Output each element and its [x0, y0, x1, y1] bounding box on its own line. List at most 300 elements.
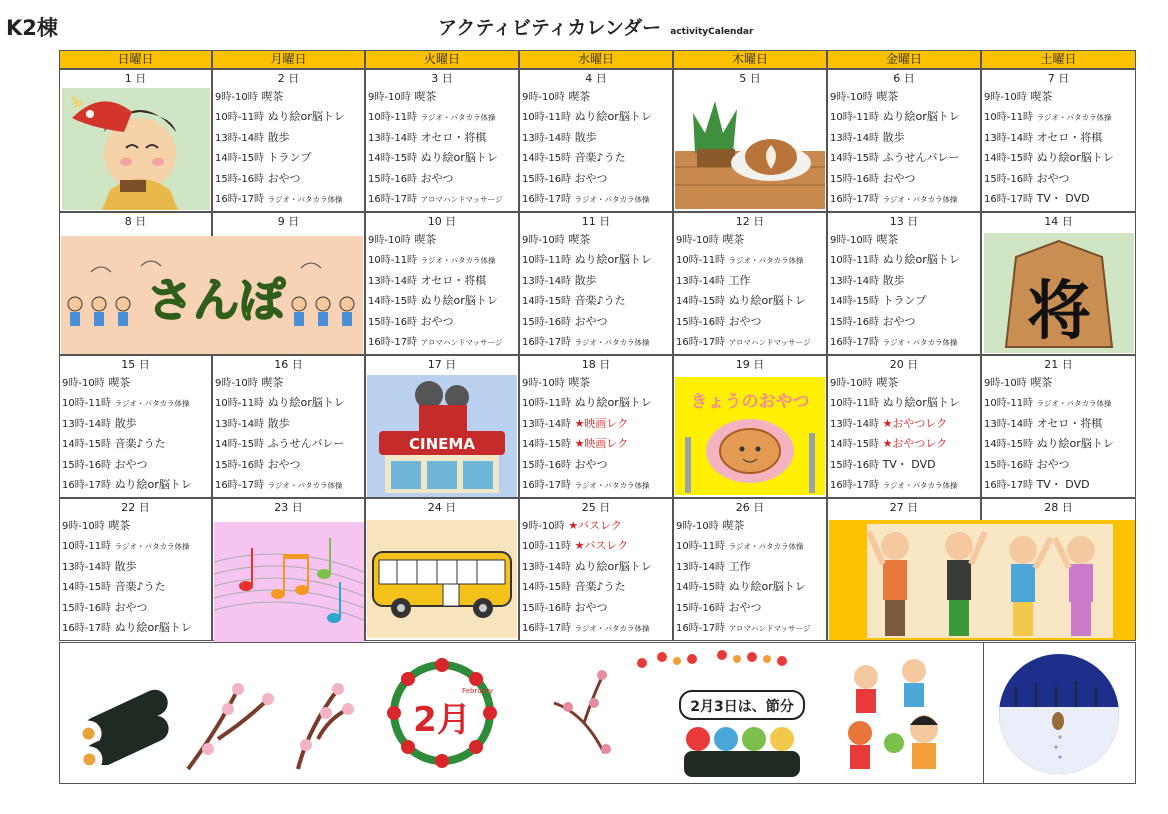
activity-name: アロマハンドマッサージ: [728, 623, 811, 633]
day-cell[interactable]: [59, 355, 212, 498]
activity-row: [213, 169, 364, 189]
february-text: 2月: [413, 700, 471, 740]
activity-time: 15時-16時: [830, 316, 880, 328]
activity-name: おやつ: [882, 171, 916, 185]
calendar-grid: [59, 50, 1136, 784]
day-cell[interactable]: [519, 69, 673, 212]
activity-name: 喫茶: [108, 376, 131, 389]
activity-row: [674, 291, 826, 311]
activity-time: 9時-10時: [522, 521, 565, 532]
activity-time: 15時-16時: [368, 316, 418, 328]
activity-time: 9時-10時: [62, 521, 105, 532]
day-number: 18 日: [581, 358, 611, 371]
activity-row: [520, 250, 672, 270]
activity-time: 15時-16時: [830, 173, 880, 185]
activity-row: [366, 291, 518, 311]
day-number: 26 日: [735, 501, 765, 514]
title-group: [438, 13, 753, 40]
activity-row: [520, 516, 672, 536]
plum-branch-illustration-1: [178, 649, 358, 777]
activity-name: 音楽♪うた: [574, 580, 626, 594]
activity-row: [213, 373, 364, 393]
activity-row: [982, 393, 1135, 413]
activity-row: [366, 230, 518, 250]
activity-time: 13時-14時: [368, 275, 418, 287]
activity-time: 13時-14時: [984, 132, 1034, 144]
activity-row: [828, 189, 980, 209]
activity-time: 10時-11時: [522, 398, 572, 410]
activity-name: ラジオ・パタカラ体操: [574, 480, 650, 490]
activity-name: おやつ: [420, 171, 454, 185]
activity-row: [60, 373, 211, 393]
day-number: 22 日: [121, 501, 150, 514]
calendar-subtitle: activityCalendar: [670, 27, 754, 37]
activity-row: [213, 414, 364, 434]
activity-row: [828, 393, 980, 413]
activity-time: 13時-14時: [676, 275, 726, 287]
activity-name: ぬり絵or脳トレ: [1036, 151, 1114, 165]
activity-time: 13時-14時: [522, 132, 572, 144]
day-cell[interactable]: [212, 355, 365, 498]
activity-time: 16時-17時: [368, 193, 418, 205]
activity-time: 16時-17時: [522, 193, 572, 205]
day-number: 7 日: [1047, 72, 1070, 85]
activity-row: [520, 393, 672, 413]
day-cell[interactable]: [827, 355, 981, 498]
day-number: 3 日: [431, 72, 453, 85]
activity-name: 喫茶: [1030, 376, 1053, 389]
activity-time: 10時-11時: [676, 255, 726, 267]
activity-row: [520, 128, 672, 148]
day-number: 10 日: [427, 215, 457, 228]
activity-time: 16時-17時: [830, 336, 880, 348]
day-number: 17 日: [427, 358, 457, 371]
activity-time: 9時-10時: [215, 378, 258, 389]
activity-name: TV・ DVD: [882, 457, 936, 471]
activity-name: 喫茶: [414, 90, 437, 103]
activity-name: おやつ: [574, 600, 608, 614]
day-cell[interactable]: [981, 355, 1136, 498]
activity-time: 14時-15時: [984, 153, 1034, 165]
activity-name: ラジオ・パタカラ体操: [882, 480, 958, 490]
activity-row: [60, 618, 211, 638]
cinema-building-illustration: [367, 375, 517, 497]
activity-time: 10時-11時: [522, 112, 572, 124]
day-number: 25 日: [581, 501, 611, 514]
activity-row: [520, 536, 672, 556]
day-number: 21 日: [1044, 358, 1073, 371]
activity-name: TV・ DVD: [1036, 477, 1090, 491]
plum-branch-illustration-2: [544, 663, 634, 773]
activity-time: 15時-16時: [522, 459, 572, 471]
activity-name: 喫茶: [722, 519, 745, 532]
activity-row: [366, 128, 518, 148]
weekday-header-0: 日曜日: [59, 50, 212, 69]
activity-time: 14時-15時: [830, 296, 880, 308]
activity-time: 16時-17時: [522, 479, 572, 491]
activity-name: ラジオ・パタカラ体操: [267, 194, 343, 204]
activity-name: ラジオ・パタカラ体操: [267, 480, 343, 490]
activity-time: 13時-14時: [368, 132, 418, 144]
day-cell[interactable]: [673, 498, 827, 641]
day-number: 8 日: [124, 215, 147, 228]
activity-row: [520, 455, 672, 475]
activity-name: おやつ: [267, 457, 301, 471]
activity-row: [520, 414, 672, 434]
activity-name: ぬり絵or脳トレ: [267, 110, 345, 124]
activity-row: [674, 536, 826, 556]
activity-time: 9時-10時: [830, 235, 873, 246]
activity-name: ラジオ・パタカラ体操: [114, 542, 190, 552]
activity-time: 9時-10時: [830, 92, 873, 103]
activity-time: 10時-11時: [676, 541, 726, 553]
activity-row: [828, 475, 980, 495]
day-cell[interactable]: [673, 212, 827, 355]
activity-time: 16時-17時: [830, 193, 880, 205]
activity-name: ぬり絵or脳トレ: [1036, 437, 1114, 451]
activity-name: 音楽♪うた: [114, 580, 166, 594]
activity-name: ぬり絵or脳トレ: [882, 110, 960, 124]
activity-name: 音楽♪うた: [574, 294, 626, 308]
activity-name: 喫茶: [722, 233, 745, 246]
activity-name: ぬり絵or脳トレ: [574, 559, 652, 573]
activity-time: 10時-11時: [830, 112, 880, 124]
activity-name: おやつ: [114, 600, 148, 614]
activity-time: 15時-16時: [62, 459, 112, 471]
activity-time: 16時-17時: [522, 336, 572, 348]
activity-time: 13時-14時: [522, 561, 572, 573]
activity-name: 喫茶: [568, 90, 591, 103]
activity-time: 14時-15時: [676, 296, 726, 308]
activity-name: ★バスレク: [568, 519, 622, 532]
day-number: 1 日: [124, 72, 147, 85]
activity-time: 14時-15時: [368, 153, 418, 165]
activity-name: おやつ: [728, 314, 762, 328]
activity-name: ぬり絵or脳トレ: [114, 477, 192, 491]
activity-row: [366, 271, 518, 291]
activity-row: [828, 107, 980, 127]
activity-name: 喫茶: [568, 233, 591, 246]
activity-time: 15時-16時: [676, 602, 726, 614]
activity-row: [520, 271, 672, 291]
day-cell[interactable]: [59, 498, 212, 641]
activity-time: 14時-15時: [215, 439, 265, 451]
activity-name: トランプ: [882, 294, 927, 308]
activity-time: 15時-16時: [368, 173, 418, 185]
activity-name: ラジオ・パタカラ体操: [420, 256, 496, 266]
activity-row: [982, 455, 1135, 475]
snowy-night-illustration: [996, 651, 1122, 777]
activity-row: [213, 128, 364, 148]
activity-name: オセロ・将棋: [1036, 416, 1103, 430]
activity-name: 喫茶: [414, 233, 437, 246]
activity-row: [982, 107, 1135, 127]
day-cell[interactable]: [519, 212, 673, 355]
activity-row: [674, 557, 826, 577]
activity-row: [366, 148, 518, 168]
building-label: K2棟: [6, 16, 58, 40]
setsubun-illustration: [632, 647, 808, 781]
activity-row: [674, 618, 826, 638]
sanpo-banner-text: さんぽ: [147, 273, 285, 327]
activity-time: 14時-15時: [522, 582, 572, 594]
activity-row: [60, 434, 211, 454]
activity-row: [674, 332, 826, 352]
activity-row: [213, 189, 364, 209]
activity-row: [828, 169, 980, 189]
activity-row: [828, 128, 980, 148]
activity-time: 9時-10時: [368, 92, 411, 103]
activity-row: [828, 434, 980, 454]
activity-name: 喫茶: [261, 376, 284, 389]
activity-name: ぬり絵or脳トレ: [574, 110, 652, 124]
activity-time: 15時-16時: [522, 316, 572, 328]
activity-time: 10時-11時: [830, 398, 880, 410]
music-notes-illustration: [214, 522, 364, 642]
activity-name: 工作: [728, 273, 751, 287]
activity-name: ぬり絵or脳トレ: [882, 253, 960, 267]
activity-name: ラジオ・パタカラ体操: [1036, 399, 1112, 409]
day-number: 16 日: [274, 358, 303, 371]
setsubun-oni-mask-illustration: [62, 88, 210, 210]
activity-time: 9時-10時: [676, 235, 719, 246]
activity-row: [828, 230, 980, 250]
activity-name: ぬり絵or脳トレ: [574, 253, 652, 267]
shogi-piece-text: 将: [1027, 275, 1091, 349]
activity-time: 14時-15時: [984, 439, 1034, 451]
activity-row: [828, 148, 980, 168]
activity-name: 散歩: [114, 559, 137, 573]
activity-row: [520, 598, 672, 618]
activity-row: [828, 414, 980, 434]
calendar-title: アクティビティカレンダー: [438, 17, 662, 39]
day-number: 19 日: [735, 358, 765, 371]
activity-time: 16時-17時: [215, 479, 265, 491]
activity-row: [828, 455, 980, 475]
activity-row: [213, 148, 364, 168]
activity-name: 散歩: [574, 273, 597, 287]
activity-name: ぬり絵or脳トレ: [114, 620, 192, 634]
activity-time: 9時-10時: [368, 235, 411, 246]
activity-row: [60, 577, 211, 597]
activity-row: [982, 148, 1135, 168]
day-number: 15 日: [121, 358, 150, 371]
activity-name: おやつ: [728, 600, 762, 614]
day-cell[interactable]: [365, 69, 519, 212]
activity-time: 13時-14時: [830, 418, 880, 430]
activity-time: 9時-10時: [522, 235, 565, 246]
activity-name: ふうせんバレー: [882, 151, 960, 165]
activity-name: ラジオ・パタカラ体操: [728, 256, 804, 266]
weekday-header-6: 土曜日: [981, 50, 1136, 69]
activity-time: 16時-17時: [830, 479, 880, 491]
activity-time: 14時-15時: [830, 153, 880, 165]
activity-time: 15時-16時: [676, 316, 726, 328]
activity-name: ★映画レク: [574, 437, 629, 451]
activity-name: ぬり絵or脳トレ: [420, 294, 498, 308]
activity-row: [982, 475, 1135, 495]
activity-row: [982, 373, 1135, 393]
activity-name: おやつ: [1036, 457, 1070, 471]
activity-time: 10時-11時: [215, 398, 265, 410]
weekday-header-2: 火曜日: [365, 50, 519, 69]
day-number: 27 日: [889, 501, 919, 514]
activity-name: ★おやつレク: [882, 416, 948, 430]
activity-row: [520, 189, 672, 209]
activity-row: [828, 373, 980, 393]
day-number: 4 日: [585, 72, 607, 85]
activity-row: [213, 107, 364, 127]
activity-name: ラジオ・パタカラ体操: [882, 194, 958, 204]
activity-row: [982, 128, 1135, 148]
day-cell[interactable]: [827, 212, 981, 355]
activity-name: 散歩: [574, 130, 597, 144]
activity-time: 15時-16時: [830, 459, 880, 471]
setsubun-text: 2月3日は、節分: [690, 699, 794, 715]
day-number: 23 日: [274, 501, 303, 514]
activity-name: 喫茶: [876, 233, 899, 246]
ehomaki-sushi-illustration: [72, 673, 182, 765]
activity-name: トランプ: [267, 151, 312, 165]
activity-time: 14時-15時: [62, 439, 112, 451]
activity-time: 10時-11時: [215, 112, 265, 124]
weekday-header-5: 金曜日: [827, 50, 981, 69]
activity-time: 16時-17時: [368, 336, 418, 348]
activity-time: 10時-11時: [522, 541, 572, 553]
day-number: 5 日: [739, 72, 761, 85]
activity-row: [213, 393, 364, 413]
shogi-piece-illustration: [984, 233, 1134, 353]
day-cell[interactable]: [981, 69, 1136, 212]
activity-row: [674, 230, 826, 250]
activity-name: 喫茶: [876, 90, 899, 103]
day-cell[interactable]: [519, 498, 673, 641]
day-number: 28 日: [1044, 501, 1073, 514]
activity-time: 16時-17時: [984, 479, 1034, 491]
activity-name: 工作: [728, 559, 751, 573]
activity-row: [674, 250, 826, 270]
elderly-exercise-illustration: [829, 520, 1135, 640]
footer-illustrations: [59, 642, 1136, 784]
activity-time: 16時-17時: [62, 622, 112, 634]
activity-time: 9時-10時: [984, 92, 1027, 103]
day-number: 13 日: [889, 215, 919, 228]
activity-row: [60, 414, 211, 434]
day-cell[interactable]: [212, 69, 365, 212]
weekday-header-4: 木曜日: [673, 50, 827, 69]
activity-name: おやつ: [882, 314, 916, 328]
activity-time: 9時-10時: [676, 521, 719, 532]
activity-time: 9時-10時: [522, 378, 565, 389]
activity-row: [366, 312, 518, 332]
activity-row: [520, 373, 672, 393]
activity-row: [366, 169, 518, 189]
activity-name: ぬり絵or脳トレ: [574, 396, 652, 410]
activity-name: ぬり絵or脳トレ: [728, 294, 806, 308]
activity-row: [520, 577, 672, 597]
activity-time: 10時-11時: [522, 255, 572, 267]
day-number: 20 日: [889, 358, 919, 371]
activity-time: 15時-16時: [215, 173, 265, 185]
activity-time: 10時-11時: [368, 255, 418, 267]
activity-name: アロマハンドマッサージ: [420, 337, 503, 347]
activity-name: ラジオ・パタカラ体操: [114, 399, 190, 409]
activity-name: 喫茶: [568, 376, 591, 389]
activity-time: 10時-11時: [62, 541, 112, 553]
activity-row: [520, 169, 672, 189]
day-cell[interactable]: [827, 69, 981, 212]
activity-name: 散歩: [267, 416, 290, 430]
day-number: 2 日: [277, 72, 300, 85]
bean-throwing-children-illustration: [830, 651, 950, 777]
activity-name: おやつ: [574, 314, 608, 328]
activity-row: [520, 557, 672, 577]
activity-row: [366, 107, 518, 127]
activity-time: 13時-14時: [830, 132, 880, 144]
footer-divider: [983, 643, 984, 783]
activity-name: ラジオ・パタカラ体操: [420, 113, 496, 123]
activity-row: [828, 332, 980, 352]
activity-row: [366, 332, 518, 352]
activity-name: ラジオ・パタカラ体操: [728, 542, 804, 552]
activity-name: 喫茶: [108, 519, 131, 532]
activity-name: ラジオ・パタカラ体操: [574, 194, 650, 204]
activity-row: [60, 455, 211, 475]
todays-snack-illustration: [675, 377, 825, 495]
activity-time: 13時-14時: [215, 418, 265, 430]
february-english-text: February: [462, 687, 494, 695]
day-cell[interactable]: [519, 355, 673, 498]
activity-time: 14時-15時: [522, 153, 572, 165]
day-number: 14 日: [1044, 215, 1073, 228]
activity-time: 13時-14時: [522, 275, 572, 287]
activity-time: 16時-17時: [676, 622, 726, 634]
activity-time: 9時-10時: [215, 92, 258, 103]
activity-time: 9時-10時: [984, 378, 1027, 389]
activity-time: 14時-15時: [830, 439, 880, 451]
activity-name: ★おやつレク: [882, 437, 948, 451]
activity-row: [60, 557, 211, 577]
activity-row: [213, 87, 364, 107]
activity-name: アロマハンドマッサージ: [728, 337, 811, 347]
activity-row: [828, 291, 980, 311]
activity-name: ぬり絵or脳トレ: [728, 580, 806, 594]
activity-time: 9時-10時: [62, 378, 105, 389]
activity-time: 15時-16時: [522, 602, 572, 614]
activity-name: 音楽♪うた: [114, 437, 166, 451]
activity-row: [520, 148, 672, 168]
activity-row: [828, 250, 980, 270]
day-number: 9 日: [277, 215, 300, 228]
activity-row: [520, 291, 672, 311]
activity-time: 10時-11時: [368, 112, 418, 124]
activity-time: 10時-11時: [984, 398, 1034, 410]
activity-row: [674, 271, 826, 291]
activity-time: 15時-16時: [215, 459, 265, 471]
activity-time: 15時-16時: [522, 173, 572, 185]
activity-row: [60, 475, 211, 495]
activity-row: [520, 618, 672, 638]
sanpo-walk-banner: [61, 236, 363, 354]
activity-time: 13時-14時: [62, 418, 112, 430]
activity-time: 9時-10時: [522, 92, 565, 103]
activity-name: ふうせんバレー: [267, 437, 345, 451]
day-cell[interactable]: [365, 212, 519, 355]
activity-name: 喫茶: [261, 90, 284, 103]
day-number: 12 日: [735, 215, 765, 228]
activity-time: 15時-16時: [62, 602, 112, 614]
activity-time: 14時-15時: [368, 296, 418, 308]
